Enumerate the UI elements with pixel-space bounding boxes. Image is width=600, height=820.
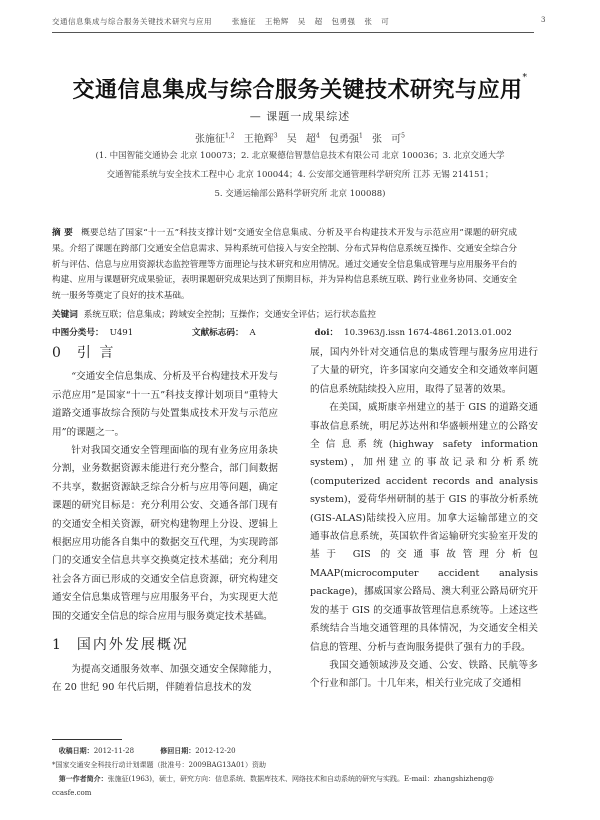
running-head-title: 交通信息集成与综合服务关键技术研究与应用 (52, 17, 212, 26)
document-code: 文献标志码： A (191, 328, 256, 338)
affiliation-line: 交通智能系统与安全技术工程中心 北京 100044；4. 公安部交通管理科学研究所 江苏 无锡 214151； (106, 170, 494, 180)
affiliation-line: (1. 中国智能交通协会 北京 100073；2. 北京聚德信智慧信息技术有限公司 北京 100036；3. 北京交通大学 (95, 151, 505, 161)
author: 张 可$^5$ (371, 132, 405, 145)
dates-footnote: 收稿日期：2012-11-28 修回日期：2012-12-20 (58, 746, 236, 755)
right-column (310, 344, 538, 694)
author: 王艳辉$^3$ (243, 132, 278, 145)
affiliation-line: 5. 交通运输部公路科学研究所 北京 100088) (214, 189, 386, 199)
left-column (52, 344, 278, 697)
paragraph: 为提高交通服务效率、加强交通安全保障能力，在 20 世纪 90 年代后期，伴随着信息技术的发 (52, 663, 278, 693)
running-head-authors: 张施征 王艳辉 吴 超 包勇强 张 可 (232, 17, 390, 26)
keywords (52, 308, 376, 320)
paper-subtitle: — 课题一成果综述 (249, 110, 351, 123)
author-bio-footnote: 第一作者简介：张施征(1963)，硕士，研究方向：信息系统、数据库技术、网络技术和自动系统的研究与实践。E-mail：zhangshizheng@ (58, 774, 494, 783)
abstract (52, 226, 517, 305)
section-heading-overview: 1 国内外发展概况 (52, 637, 189, 654)
paragraph: 展，国内外针对交通信息的集成管理与服务应用进行了大量的研究，许多国家向交通安全和交通效率问题的信息系统陆续投入应用，取得了显著的效果。 (310, 347, 538, 395)
author: 包勇强$^1$ (328, 132, 363, 145)
title-footnote-mark: * (522, 73, 528, 83)
paragraph: 针对我国交通安全管理面临的现有业务应用条块分割，业务数据资源未能进行充分整合，部门间数据不共享，数据资源缺乏综合分析与应用等问题，确定课题的研究目标是：充分利用公安、交通各部门现有的交通安全相关资源，研究构建物理上分设、逻辑上根据应用功能各自集中的数据交互代理，为实现跨部门的交通安全信息共享交换奠定技术基础；充分利用社会各方面已形成的交通安全信息资源，研究构建交通安全信息集成管理与应用服务平台，为实现更大范围的交通安全信息的综合应用与服务奠定技术基础。 (52, 445, 278, 622)
paragraph: 在美国，威斯康辛州建立的基于 GIS 的道路交通事故信息系统，明尼苏达州和华盛顿州建立的公路安全信息系统(highway safety information system)，加州建立的事故记录和分析系统(computerized accident records and analysis system)，爱荷华州研制的基于 GIS 的事故分析系统(GIS-ALAS)陆续投入应用。加拿大运输部建立的交通事故信息系统，英国软件省运输研究实验室开发的基于 GIS 的交通事故管理分析包 MAAP(microcomputer accident analysis package)，挪威国家公路局、澳大利亚公路局研究开发的基于 GIS 的交通事故管理信息系统等。上述这些系统结合当地交通管理的具体情况，为交通安全相关信息的管理、分析与查询服务提供了强有力的手段。 (310, 402, 538, 653)
section-heading-intro: 0 引 言 (52, 345, 116, 361)
footnote-rule (52, 739, 122, 740)
doi[interactable]: doi： 10.3963/j.issn 1674-4861.2013.01.002 (314, 328, 512, 338)
keywords-label: 关键词 (52, 310, 78, 320)
header-rule (52, 32, 534, 33)
author: 张施征$^{1,2}$ (195, 132, 235, 145)
abstract-label: 摘 要 (52, 228, 74, 238)
paper-title-text: 交通信息集成与综合服务关键技术研究与应用 (72, 77, 523, 103)
paragraph: “交通安全信息集成、分析及平台构建技术开发与示范应用”是国家“十一五”科技支撑计划项目“重特大道路交通事故综合预防与处置集成技术开发与示范应用”的课题之一。 (52, 371, 278, 438)
author: 吴 超$^4$ (286, 132, 320, 145)
running-head (52, 16, 546, 27)
paper-title (0, 73, 600, 104)
classification-line (52, 326, 568, 338)
keywords-text: 系统互联；信息集成；跨域安全控制；互操作；交通安全评估；运行状态监控 (83, 310, 376, 320)
funding-footnote: *国家交通安全科技行动计划课题（批准号：2009BAG13A01）资助 (52, 761, 266, 769)
clc-number: 中图分类号： U491 (52, 328, 134, 338)
footnotes (52, 744, 542, 800)
author-email-continued: ccasfe.com (52, 789, 92, 797)
abstract-text: 概要总结了国家“十一五”科技支撑计划“交通安全信息集成、分析及平台构建技术开发与示范应用”课题的研究成果。介绍了课题在跨部门交通安全信息需求、异构系统可信接入与安全控制、分布式异构信息系统互操作、交通安全综合分析与评估、信息与应用资源状态监控管理等方面理论与技术研究和应用情况。通过交通安全信息集成管理与应用服务平台的构建、应用与课题研究成果验证，表明课题研究成果达到了预期目标，并为异构信息系统互联、跨行业业务协同、交通安全统一服务等奠定了良好的技术基础。 (52, 228, 518, 302)
page-number: 3 (541, 16, 546, 24)
author-list (0, 130, 600, 145)
paragraph: 我国交通领域涉及交通、公安、铁路、民航等多个行业和部门。十几年来，相关行业完成了交通相 (310, 659, 538, 690)
